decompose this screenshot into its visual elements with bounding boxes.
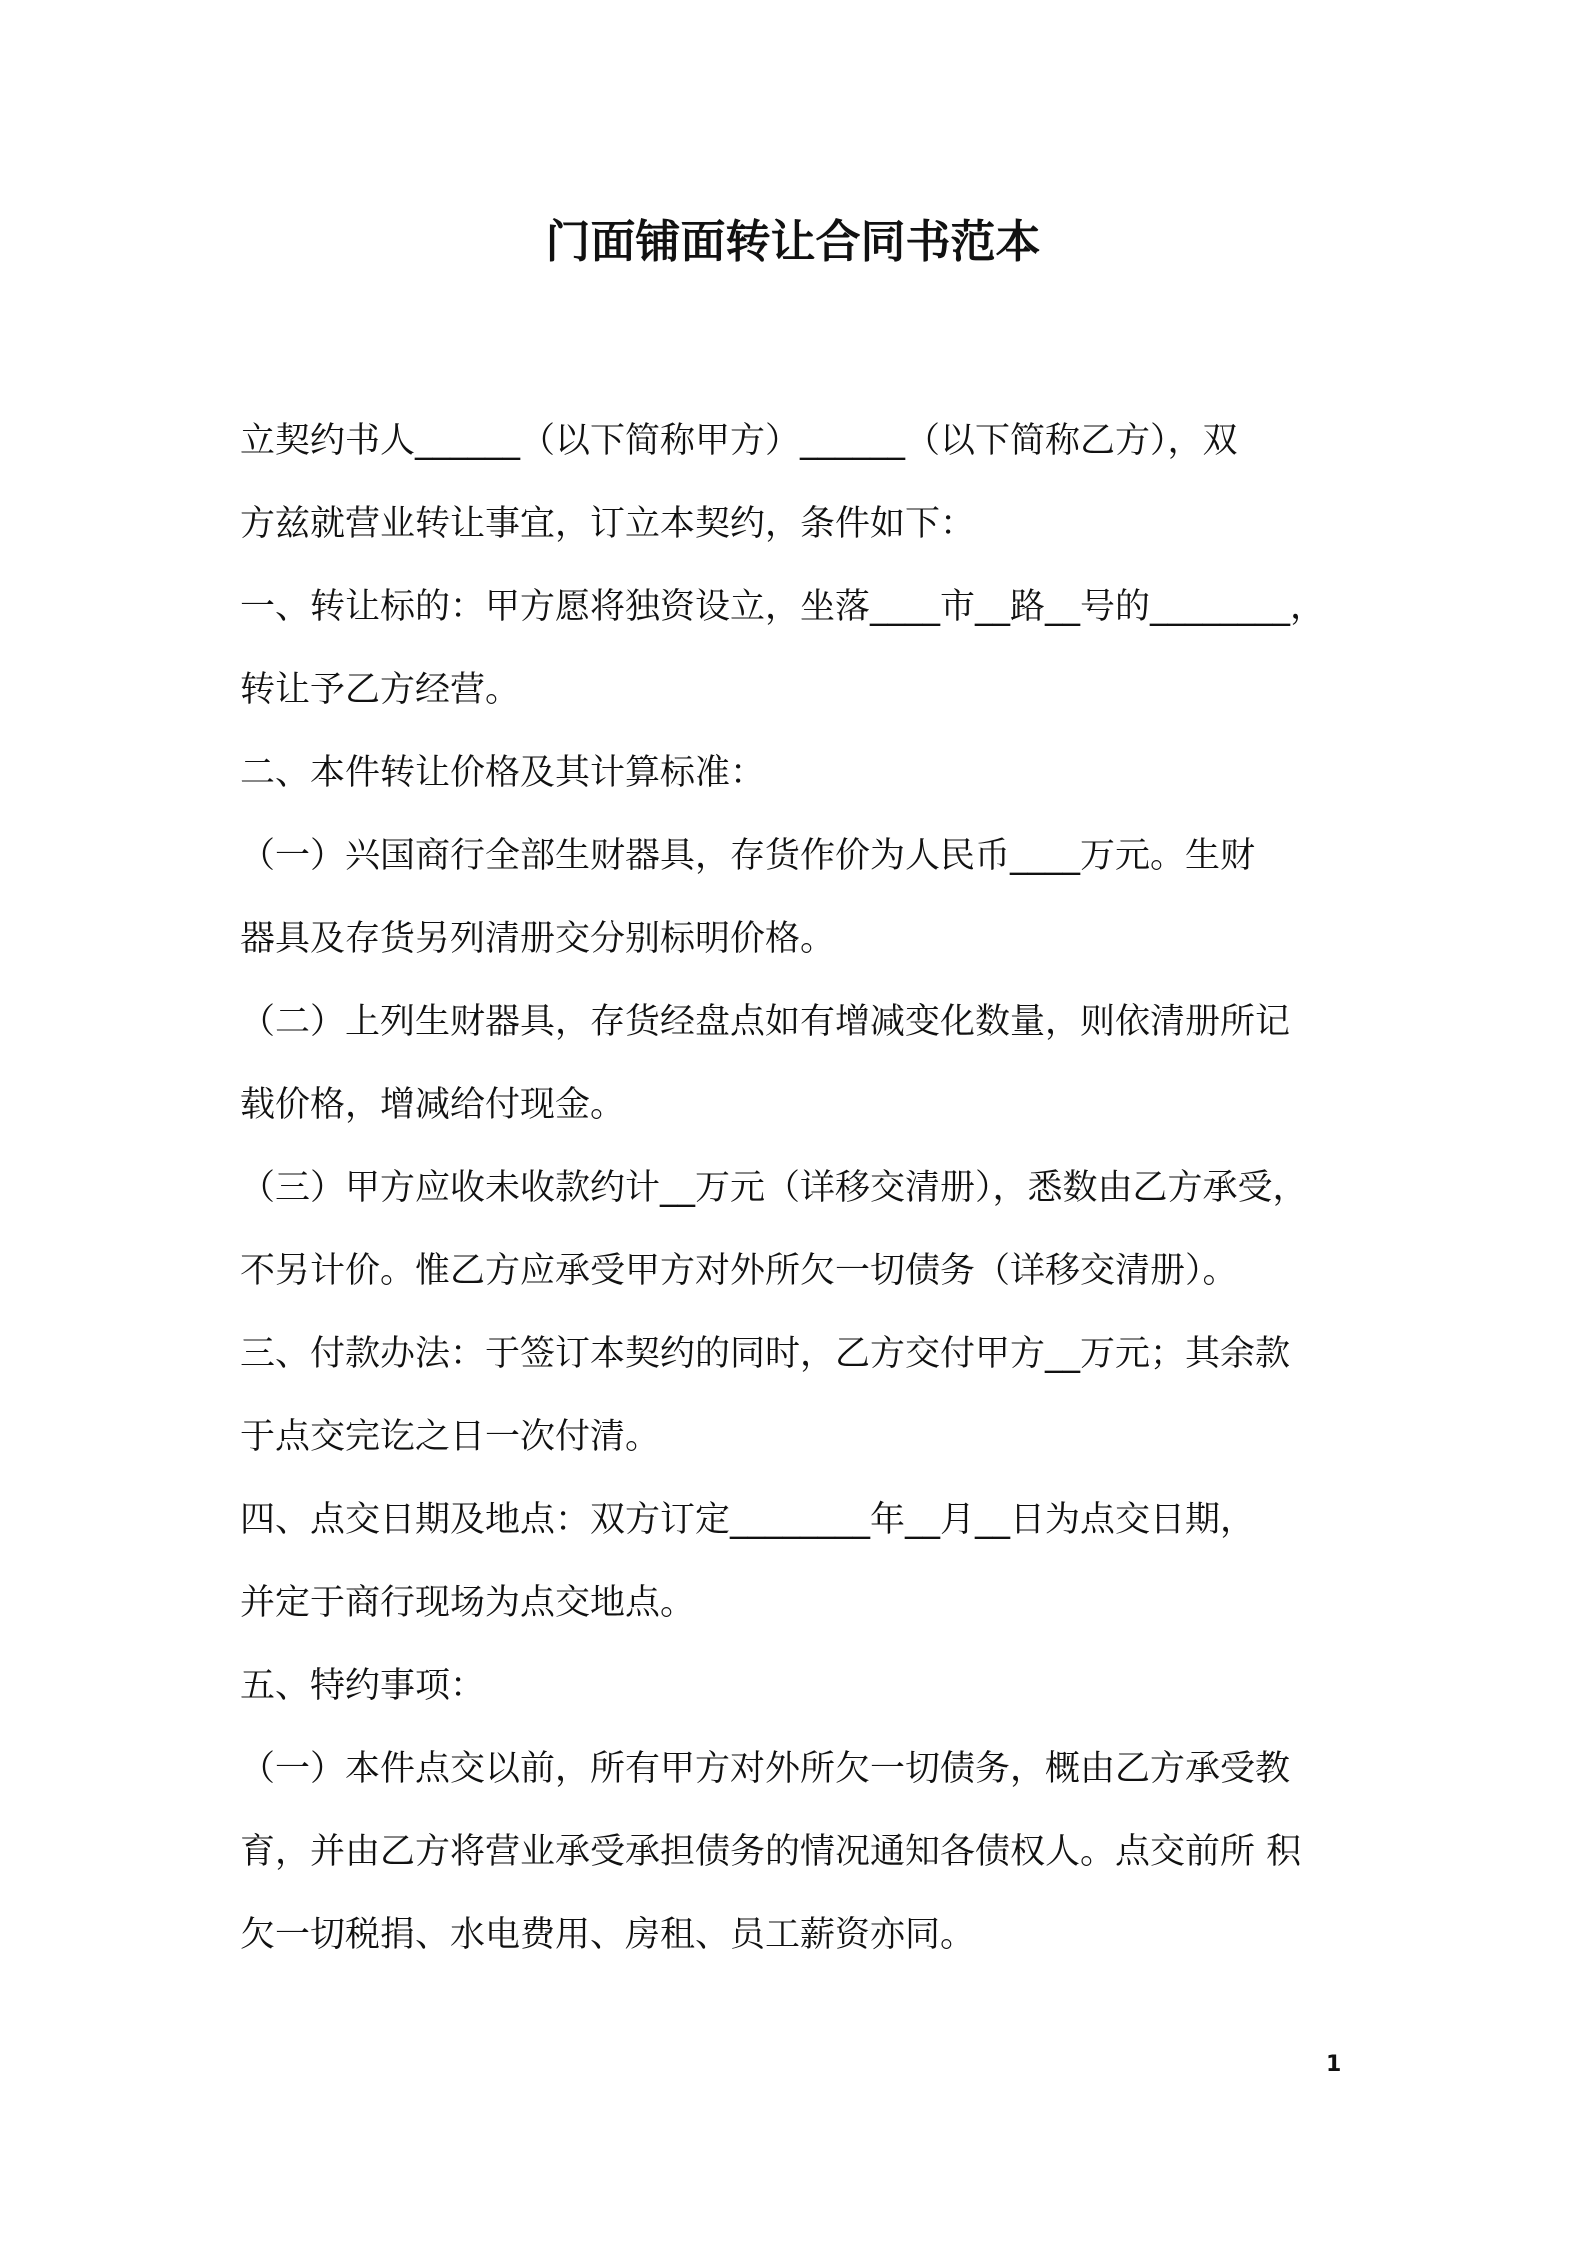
text-line: 欠一切税捐、水电费用、房租、员工薪资亦同。	[240, 1915, 976, 1955]
text-line: 器具及存货另列清册交分别标明价格。	[240, 919, 836, 959]
text-line: 五、特约事项：	[240, 1666, 486, 1706]
text-line: （一）本件点交以前，所有甲方对外所欠一切债务，概由乙方承受教	[240, 1749, 1291, 1789]
document-body	[240, 400, 1370, 1977]
text-line: 四、点交日期及地点：双方订定________年__月__日为点交日期，	[240, 1500, 1256, 1540]
text-line: （三）甲方应收未收款约计__万元（详移交清册），悉数由乙方承受，	[240, 1168, 1308, 1208]
text-line: 载价格，增减给付现金。	[240, 1085, 626, 1125]
text-line: 立契约书人______（以下简称甲方）______（以下简称乙方），双	[240, 421, 1238, 461]
document-title: 门面铺面转让合同书范本	[545, 215, 1041, 268]
text-line: 并定于商行现场为点交地点。	[240, 1583, 696, 1623]
text-line: 育，并由乙方将营业承受承担债务的情况通知各债权人。点交前所 积	[240, 1832, 1302, 1872]
text-line: 转让予乙方经营。	[240, 670, 521, 710]
text-line: （一）兴国商行全部生财器具，存货作价为人民币____万元。生财	[240, 836, 1256, 876]
text-line: 一、转让标的：甲方愿将独资设立，坐落____市__路__号的________，	[240, 587, 1326, 627]
text-line: 方兹就营业转让事宜，订立本契约，条件如下：	[240, 504, 976, 544]
text-line: 不另计价。惟乙方应承受甲方对外所欠一切债务（详移交清册）。	[240, 1251, 1238, 1291]
text-line: （二）上列生财器具，存货经盘点如有增减变化数量，则依清册所记	[240, 1002, 1291, 1042]
text-line: 二、本件转让价格及其计算标准：	[240, 753, 766, 793]
text-line: 于点交完讫之日一次付清。	[240, 1417, 661, 1457]
page-number: 1	[1326, 2052, 1342, 2077]
text-line: 三、付款办法：于签订本契约的同时，乙方交付甲方__万元；其余款	[240, 1334, 1291, 1374]
